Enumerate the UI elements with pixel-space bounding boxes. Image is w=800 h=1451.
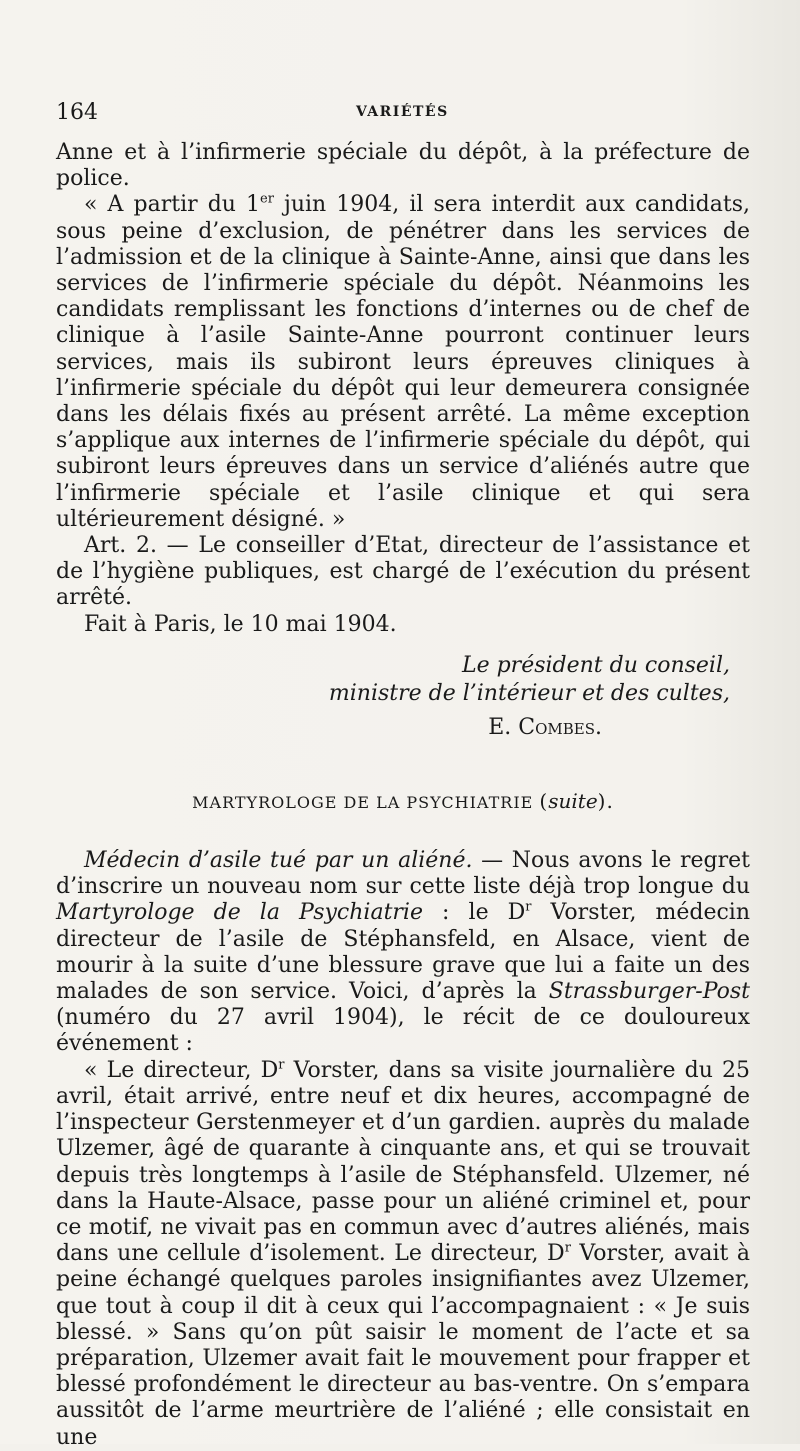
- article-journal-title: Martyrologe de la Psychiatrie: [56, 900, 423, 926]
- article-p1-text-c: Vorster, médecin directeur de l’asile de Stéphansfeld, en Alsace, vient de mourir à la suite d’une blessure grave que lui a faite un des malades de son service. Voici, d’après la: [56, 900, 750, 1005]
- article-p2-text-c: Vorster, avait à peine échangé quelques paroles insignifiantes avez Ulzemer, que tout à coup il dit à ceux qui l’accompagnaient : « Je suis blessé. » Sans qu’on pût saisir le moment de l’acte et sa préparation, Ulzemer avait fait le mouvement pour frapper et blessé profondément le directeur au bas-ventre. On s’empara aussitôt de l’arme meurtrière de l’aliéné ; elle consistait en une: [56, 1241, 750, 1450]
- signature-name: [56, 714, 750, 742]
- article-p1-superscript: r: [525, 900, 532, 916]
- signature-block: [56, 652, 750, 742]
- running-title: VARIÉTÉS: [356, 104, 449, 120]
- signature-title-2: ministre de l’intérieur et des cultes,: [328, 680, 730, 706]
- article-p2-superscript-1: r: [278, 1057, 285, 1073]
- article-p2-superscript-2: r: [564, 1240, 571, 1256]
- decree-date-line: Fait à Paris, le 10 mai 1904.: [84, 611, 397, 637]
- page-number: 164: [56, 100, 98, 125]
- signature-initial: E.: [488, 714, 519, 740]
- decree-p2-text-b: juin 1904, il sera interdit aux candidats, sous peine d’exclusion, de pénétrer dans les services de l’admission et de la clinique à Sainte-Anne, ainsi que dans les services de l’infirmerie spéciale du dépôt. Néanmoins les candidats remplissant les fonctions d’internes ou de chef de clinique à l’asile Sainte-Anne pourront continuer leurs services, mais ils subiront leurs épreuves cliniques à l’infirmerie spéciale du dépôt qui leur demeurera consignée dans les délais fixés au présent arrêté. La même exception s’applique aux internes de l’infirmerie spéciale du dépôt, qui subiront leurs épreuves dans un service d’aliénés autre que l’infirmerie spéciale et l’asile clinique et qui sera ultérieurement désigné. »: [56, 192, 750, 532]
- decree-article-2: Art. 2. — Le conseiller d’Etat, directeur de l’assistance et de l’hygiène publiques, est chargé de l’exécution du présent arrêté.: [56, 533, 750, 611]
- decree-p2-superscript: er: [260, 192, 274, 208]
- signature-surname: Combes.: [518, 714, 602, 740]
- article-p2-text-b: Vorster, dans sa visite journalière du 25 avril, était arrivé, entre neuf et dix heures, accompagné de l’inspecteur Gerstenmeyer et d’un gardien. auprès du malade Ulzemer, âgé de quarante à cinquante ans, et qui se trouvait depuis très longtemps à l’asile de Stéphansfeld. Ulzemer, né dans la Haute-Alsace, passe pour un aliéné criminel et, pour ce motif, ne vivait pas en commun avec d’autres aliénés, mais dans une cellule d’isolement. Le directeur, D: [56, 1057, 750, 1267]
- article-paragraph-1: [56, 848, 750, 1058]
- body-text: [56, 140, 750, 1451]
- section-paren-close: ).: [597, 788, 614, 813]
- signature-title-1: Le président du conseil,: [461, 652, 730, 678]
- section-suite: suite: [548, 788, 598, 813]
- section-paren-open: (: [539, 788, 549, 813]
- article-subtitle: Médecin d’asile tué par un aliéné.: [84, 848, 473, 874]
- article-p1-text-a: — Nous avons le regret d’inscrire un nouveau nom sur cette liste déjà trop longue du: [56, 848, 750, 900]
- decree-paragraph-1: Anne et à l’infirmerie spéciale du dépôt, à la préfecture de police.: [56, 140, 750, 192]
- decree-p2-text-a: « A partir du 1: [84, 192, 261, 218]
- section-heading: [56, 788, 750, 816]
- article-paragraph-2: [56, 1058, 750, 1451]
- article-newspaper-title: Strassburger-Post: [548, 979, 750, 1005]
- article-p2-text-a: « Le directeur, D: [84, 1057, 279, 1083]
- article-p1-text-b: : le D: [423, 900, 526, 926]
- page-header: [56, 100, 746, 130]
- decree-paragraph-2: [56, 192, 750, 533]
- article-p1-text-d: (numéro du 27 avril 1904), le récit de ce douloureux événement :: [56, 1005, 750, 1057]
- section-heading-text: MARTYROLOGE DE LA PSYCHIATRIE: [192, 792, 540, 812]
